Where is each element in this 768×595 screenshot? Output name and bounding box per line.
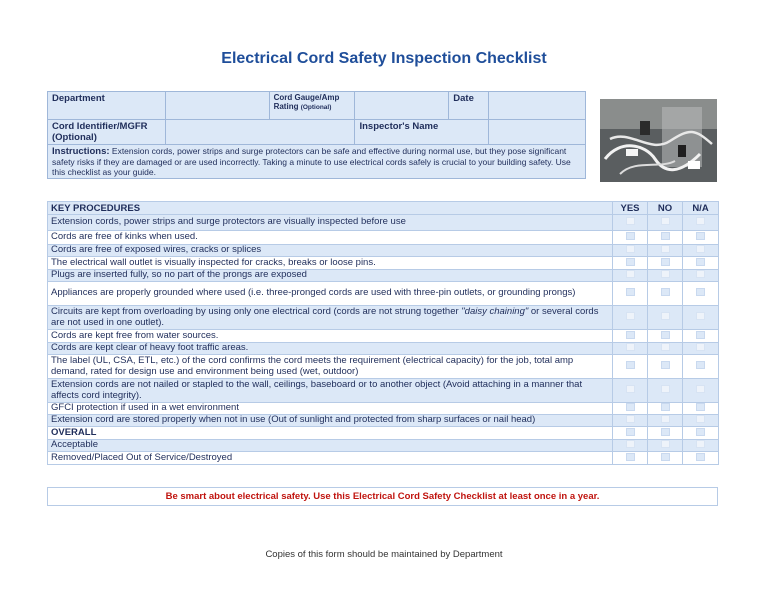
na-checkbox[interactable] — [696, 232, 705, 240]
yes-checkbox[interactable] — [626, 270, 635, 278]
inspector-name-field[interactable] — [489, 120, 586, 145]
na-checkbox[interactable] — [696, 453, 705, 461]
overall-option-text: Acceptable — [48, 440, 613, 452]
no-checkbox[interactable] — [661, 217, 670, 225]
na-checkbox[interactable] — [696, 440, 705, 448]
na-checkbox[interactable] — [696, 343, 705, 351]
yes-checkbox[interactable] — [626, 428, 635, 436]
checklist-row — [48, 270, 719, 282]
na-checkbox[interactable] — [696, 361, 705, 369]
electrical-cords-photo — [600, 99, 717, 182]
procedure-text: Cords are free of kinks when used. — [48, 231, 613, 245]
cord-gauge-label: Cord Gauge/Amp Rating (Optional) — [269, 92, 355, 120]
no-checkbox[interactable] — [661, 312, 670, 320]
yes-checkbox[interactable] — [626, 440, 635, 448]
checklist-row — [48, 355, 719, 379]
procedure-text: Cords are kept free from water sources. — [48, 330, 613, 343]
na-header: N/A — [683, 202, 719, 215]
no-checkbox[interactable] — [661, 331, 670, 339]
no-checkbox[interactable] — [661, 453, 670, 461]
yes-header: YES — [613, 202, 648, 215]
safety-reminder-banner: Be smart about electrical safety. Use this Electrical Cord Safety Checklist at least once in a year. — [47, 487, 718, 506]
na-checkbox[interactable] — [696, 288, 705, 296]
no-checkbox[interactable] — [661, 245, 670, 253]
key-procedures-checklist — [47, 201, 719, 465]
cord-identifier-label: Cord Identifier/MGFR (Optional) — [48, 120, 166, 145]
yes-checkbox[interactable] — [626, 288, 635, 296]
date-label: Date — [449, 92, 489, 120]
checklist-row — [48, 306, 719, 330]
yes-checkbox[interactable] — [626, 331, 635, 339]
na-checkbox[interactable] — [696, 270, 705, 278]
overall-option-text: Removed/Placed Out of Service/Destroyed — [48, 452, 613, 465]
no-checkbox[interactable] — [661, 288, 670, 296]
overall-row — [48, 427, 719, 440]
na-checkbox[interactable] — [696, 428, 705, 436]
instructions — [48, 145, 586, 179]
yes-checkbox[interactable] — [626, 258, 635, 266]
checklist-row — [48, 257, 719, 270]
na-checkbox[interactable] — [696, 331, 705, 339]
na-checkbox[interactable] — [696, 385, 705, 393]
yes-checkbox[interactable] — [626, 453, 635, 461]
no-checkbox[interactable] — [661, 403, 670, 411]
key-procedures-header: KEY PROCEDURES — [48, 202, 613, 215]
na-checkbox[interactable] — [696, 217, 705, 225]
inspector-name-label: Inspector's Name — [355, 120, 489, 145]
yes-checkbox[interactable] — [626, 385, 635, 393]
department-label: Department — [48, 92, 166, 120]
yes-checkbox[interactable] — [626, 343, 635, 351]
procedure-text: GFCI protection if used in a wet environment — [48, 403, 613, 415]
overall-row — [48, 452, 719, 465]
cord-identifier-field[interactable] — [165, 120, 355, 145]
checklist-row — [48, 330, 719, 343]
na-checkbox[interactable] — [696, 258, 705, 266]
checklist-row — [48, 282, 719, 306]
date-field[interactable] — [489, 92, 586, 120]
na-checkbox[interactable] — [696, 245, 705, 253]
procedure-text: Extension cords, power strips and surge protectors are visually inspected before use — [48, 215, 613, 231]
checklist-row — [48, 403, 719, 415]
procedure-text: The label (UL, CSA, ETL, etc.) of the cord confirms the cord meets the requirement (electrical capacity) for the job, total amp demand, rated for design use and environment being used (wet, outdoor) — [48, 355, 613, 379]
checklist-row — [48, 215, 719, 231]
overall-label: OVERALL — [48, 427, 613, 440]
no-checkbox[interactable] — [661, 415, 670, 423]
no-checkbox[interactable] — [661, 361, 670, 369]
yes-checkbox[interactable] — [626, 415, 635, 423]
checklist-row — [48, 415, 719, 427]
procedure-text: Extension cord are stored properly when not in use (Out of sunlight and protected from sharp surfaces or nail head) — [48, 415, 613, 427]
na-checkbox[interactable] — [696, 403, 705, 411]
no-checkbox[interactable] — [661, 232, 670, 240]
procedure-text: Cords are kept clear of heavy foot traffic areas. — [48, 343, 613, 355]
no-checkbox[interactable] — [661, 440, 670, 448]
no-header: NO — [648, 202, 683, 215]
checklist-row — [48, 245, 719, 257]
no-checkbox[interactable] — [661, 385, 670, 393]
cord-gauge-field[interactable] — [355, 92, 449, 120]
instructions-text: Extension cords, power strips and surge protectors can be safe and effective during normal use, but they pose significant safety risks if they are damaged or are used incorrectly. Taking a minute to use electrical cords safely is crucial to your building safety. Use this checklist as your guide. — [52, 146, 571, 177]
procedure-text: Extension cords are not nailed or stapled to the wall, ceilings, baseboard or to another object (Avoid attaching in a manner that affects cord integrity). — [48, 379, 613, 403]
na-checkbox[interactable] — [696, 415, 705, 423]
page-title: Electrical Cord Safety Inspection Checklist — [221, 50, 547, 67]
procedure-text: Circuits are kept from overloading by using only one electrical cord (cords are not strung together "daisy chaining" or several cords are not used in one outlet). — [48, 306, 613, 330]
no-checkbox[interactable] — [661, 270, 670, 278]
yes-checkbox[interactable] — [626, 361, 635, 369]
no-checkbox[interactable] — [661, 428, 670, 436]
yes-checkbox[interactable] — [626, 403, 635, 411]
na-checkbox[interactable] — [696, 312, 705, 320]
electrical-cords-image — [600, 99, 717, 182]
procedure-text: Cords are free of exposed wires, cracks or splices — [48, 245, 613, 257]
yes-checkbox[interactable] — [626, 232, 635, 240]
procedure-text: The electrical wall outlet is visually inspected for cracks, breaks or loose pins. — [48, 257, 613, 270]
procedure-text: Plugs are inserted fully, so no part of the prongs are exposed — [48, 270, 613, 282]
checklist-row — [48, 379, 719, 403]
no-checkbox[interactable] — [661, 343, 670, 351]
checklist-row — [48, 343, 719, 355]
footer-note: Copies of this form should be maintained by Department — [265, 549, 503, 560]
instructions-heading: Instructions: — [52, 146, 110, 157]
no-checkbox[interactable] — [661, 258, 670, 266]
procedure-text: Appliances are properly grounded where used (i.e. three-pronged cords are used with three-pin outlets, or grounding prongs) — [48, 282, 613, 306]
inspection-info-table — [47, 91, 586, 179]
yes-checkbox[interactable] — [626, 312, 635, 320]
checklist-row — [48, 231, 719, 245]
department-field[interactable] — [165, 92, 269, 120]
yes-checkbox[interactable] — [626, 245, 635, 253]
overall-row — [48, 440, 719, 452]
yes-checkbox[interactable] — [626, 217, 635, 225]
